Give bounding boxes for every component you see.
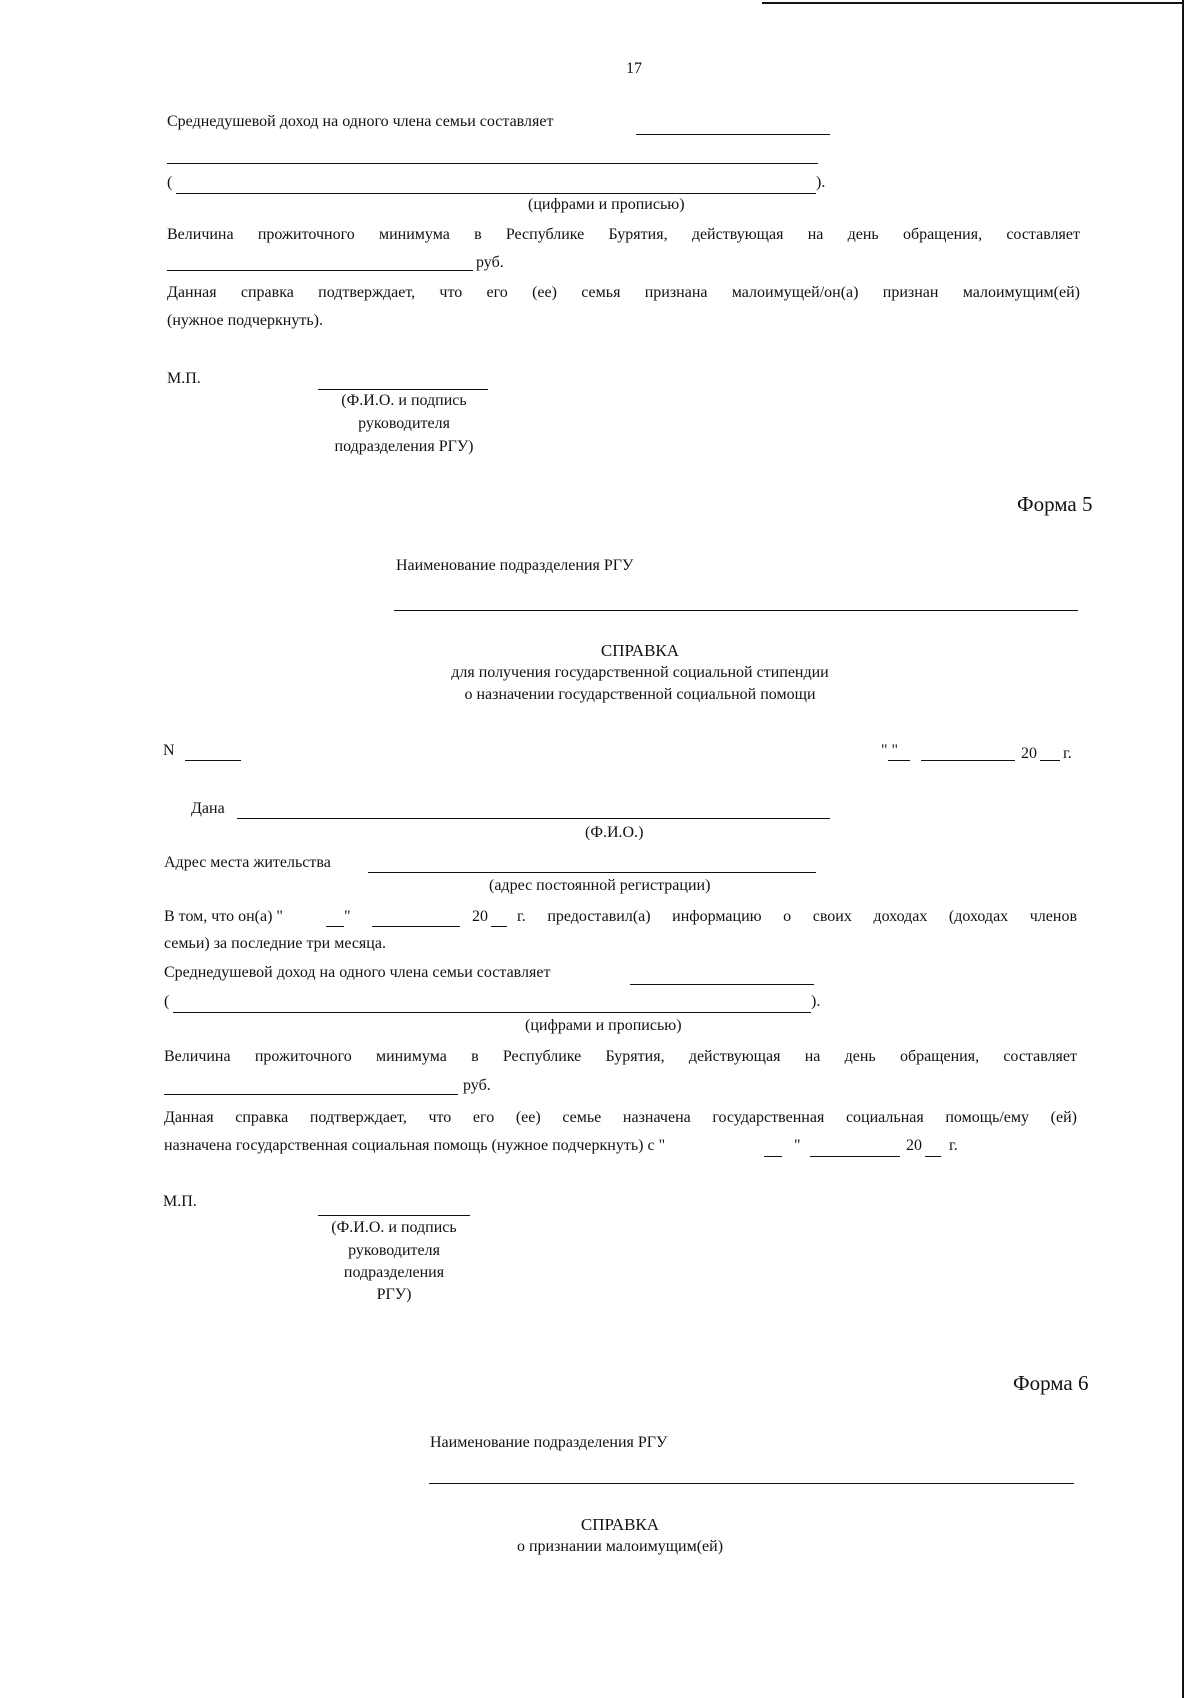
date-year-field[interactable]	[1040, 760, 1060, 761]
certificate-subtitle-2: о назначении государственной социальной помощи	[464, 686, 816, 703]
date-day-field[interactable]	[888, 760, 910, 761]
confirm-line-2: (нужное подчеркнуть).	[167, 312, 323, 329]
signature-caption-line-3: подразделения	[343, 1264, 445, 1281]
fact-line-2: семьи) за последние три месяца.	[164, 935, 386, 952]
income-label: Среднедушевой доход на одного члена семьи составляет	[167, 113, 554, 130]
assign-line-2-part-1: назначена государственная социальная помощь (нужное подчеркнуть) с "	[164, 1137, 666, 1154]
unit-name-field[interactable]	[429, 1483, 1074, 1484]
stamp-label: М.П.	[167, 370, 201, 387]
form-5-label: Форма 5	[1017, 492, 1093, 516]
form-6-label: Форма 6	[1013, 1371, 1089, 1395]
paren-close: ).	[816, 174, 826, 191]
paren-close: ).	[811, 993, 821, 1010]
assign-line-2-part-4: г.	[949, 1137, 958, 1154]
number-field[interactable]	[185, 760, 241, 761]
digits-caption: (цифрами и прописью)	[528, 196, 685, 213]
address-caption: (адрес постоянной регистрации)	[489, 877, 711, 894]
certificate-title: СПРАВКА	[580, 1515, 660, 1534]
signature-caption-line-2: руководителя	[348, 1242, 440, 1259]
fact-day-field[interactable]	[326, 926, 344, 927]
digits-caption: (цифрами и прописью)	[525, 1017, 682, 1034]
date-year-prefix: 20	[1021, 745, 1037, 762]
certificate-subtitle-1: для получения государственной социальной стипендии	[451, 664, 829, 681]
fact-line-1-part-4: г. предоставил(а) информацию о своих доходах (доходах членов	[517, 908, 1077, 925]
subsistence-field[interactable]	[167, 270, 473, 271]
assign-year-field[interactable]	[925, 1156, 941, 1157]
page-edge-top	[762, 2, 1182, 4]
certificate-title: СПРАВКА	[600, 641, 680, 660]
income-words-field[interactable]	[173, 1012, 811, 1013]
subsistence-field[interactable]	[164, 1094, 458, 1095]
unit-name-label: Наименование подразделения РГУ	[430, 1434, 668, 1451]
fact-line-1-part-1: В том, что он(а) "	[164, 908, 283, 925]
assign-line-2-part-3: 20	[906, 1137, 922, 1154]
assign-month-field[interactable]	[810, 1156, 900, 1157]
income-field[interactable]	[630, 984, 814, 985]
unit-name-label: Наименование подразделения РГУ	[396, 557, 634, 574]
fact-line-1-part-2: "	[344, 908, 351, 925]
number-label: N	[163, 742, 175, 759]
income-field[interactable]	[636, 134, 830, 135]
date-suffix: г.	[1063, 745, 1072, 762]
rub-label: руб.	[463, 1077, 491, 1094]
signature-field[interactable]	[318, 1215, 470, 1216]
signature-caption-line-2: руководителя	[358, 415, 450, 432]
date-month-field[interactable]	[921, 760, 1015, 761]
page-edge-right	[1182, 0, 1184, 1698]
income-label: Среднедушевой доход на одного члена семьи составляет	[164, 964, 551, 981]
page-number: 17	[626, 60, 642, 77]
subsistence-text: Величина прожиточного минимума в Республике Бурятия, действующая на день обращения, составляет	[164, 1048, 1077, 1065]
assign-line-2-part-2: "	[794, 1137, 801, 1154]
income-words-field[interactable]	[176, 193, 816, 194]
address-field[interactable]	[368, 872, 816, 873]
signature-caption-line-1: (Ф.И.О. и подпись	[331, 1219, 457, 1236]
unit-name-field[interactable]	[394, 610, 1078, 611]
assign-line-1: Данная справка подтверждает, что его (ее) семье назначена государственная социальная помощь/ему (ей)	[164, 1109, 1077, 1126]
paren-open: (	[167, 174, 173, 191]
signature-caption-line-4: РГУ)	[376, 1286, 412, 1303]
date-quotes: " "	[881, 742, 899, 759]
fact-line-1-part-3: 20	[472, 908, 488, 925]
rub-label: руб.	[476, 254, 504, 271]
fact-year-field[interactable]	[491, 926, 507, 927]
confirm-line-1: Данная справка подтверждает, что его (ее) семья признана малоимущей/он(а) признан малоимущим(ей)	[167, 284, 1080, 301]
paren-open: (	[164, 993, 170, 1010]
income-field-continued[interactable]	[167, 163, 818, 164]
fact-month-field[interactable]	[372, 926, 460, 927]
signature-caption-line-3: подразделения РГУ)	[334, 438, 474, 455]
assign-day-field[interactable]	[764, 1156, 782, 1157]
subsistence-text: Величина прожиточного минимума в Республике Бурятия, действующая на день обращения, составляет	[167, 226, 1080, 243]
signature-field[interactable]	[318, 389, 488, 390]
signature-caption-line-1: (Ф.И.О. и подпись	[341, 392, 467, 409]
address-label: Адрес места жительства	[164, 854, 331, 871]
given-label: Дана	[191, 800, 225, 817]
fio-caption: (Ф.И.О.)	[585, 824, 644, 841]
fio-field[interactable]	[237, 818, 830, 819]
certificate-subtitle-1: о признании малоимущим(ей)	[516, 1538, 724, 1555]
stamp-label: М.П.	[163, 1193, 197, 1210]
